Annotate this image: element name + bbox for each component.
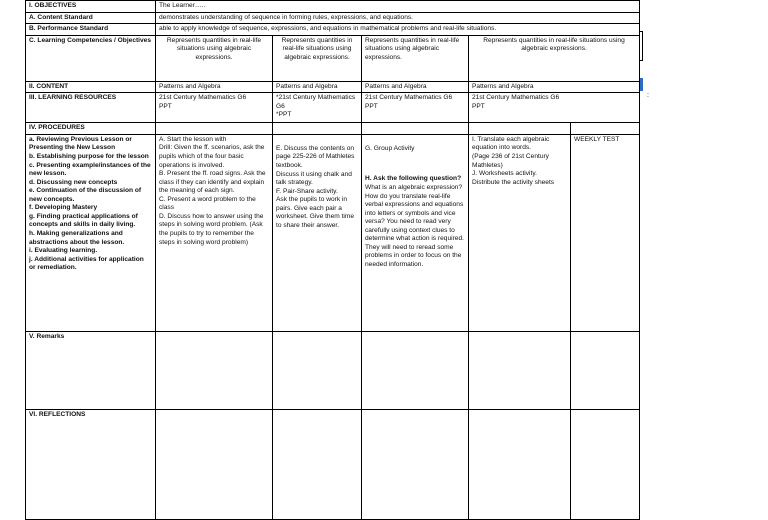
procedures-row xyxy=(26,134,640,331)
content-standard-row xyxy=(26,12,640,24)
competency-day4: Represents quantities in real-life situations using algebraic expressions. xyxy=(469,35,640,81)
remarks-heading: V. Remarks xyxy=(26,331,156,409)
stray-colon: : xyxy=(647,92,649,99)
remarks-row xyxy=(26,331,640,409)
procedure-day3 xyxy=(362,134,469,331)
content-standard-text: demonstrates understanding of sequence in forming rules, expressions, and equations. xyxy=(156,12,640,24)
objectives-row xyxy=(26,1,640,13)
content-day1: Patterns and Algebra xyxy=(156,81,273,93)
objectives-heading: I. OBJECTIVES xyxy=(26,1,156,13)
procedure-steps: a. Reviewing Previous Lesson or Presenting the New Lesson b. Establishing purpose for the lesson c. Presenting example/instances of the new lesson. d. Discussing new concepts e. Continuation of the discussion of new concepts. f. Developing Mastery g. Finding practical applications of concepts and skills in daily living. h. Making generalizations and abstractions about the lesson. i. Evaluating learning. j. Additional activities for application or remediation. xyxy=(26,134,156,331)
performance-standard-label: B. Performance Standard xyxy=(26,24,156,36)
procedures-heading-row xyxy=(26,123,640,135)
content-row xyxy=(26,81,640,93)
content-day4: Patterns and Algebra xyxy=(469,81,640,93)
resources-day3: 21st Century Mathematics G6 PPT xyxy=(362,93,469,123)
procedure-day4: I. Translate each algebraic equation into words. (Page 236 of 21st Century Mathletes) J. Worksheets activity. Distribute the activity sheets xyxy=(469,134,571,331)
question-text: What is an algebraic expression? How do you translate real-life verbal expressions and equations into letters or symbols and vice versa? You need to read very carefully using context clues to determine what action is required. They will need to reread some problems in order to focus on the needed information. xyxy=(365,183,464,268)
resources-day4: 21st Century Mathematics G6 PPT xyxy=(469,93,640,123)
competency-day1: Represents quantities in real-life situations using algebraic expressions. xyxy=(156,35,273,81)
group-activity-text: G. Group Activity xyxy=(365,144,415,152)
content-day3: Patterns and Algebra xyxy=(362,81,469,93)
competency-day2: Represents quantities in real-life situations using algebraic expressions. xyxy=(273,35,362,81)
reflections-heading: VI. REFLECTIONS xyxy=(26,409,156,519)
performance-standard-text: able to apply knowledge of sequence, expressions, and equations in mathematical problems and real-life situations. xyxy=(156,24,640,36)
content-day2: Patterns and Algebra xyxy=(273,81,362,93)
competencies-row xyxy=(26,35,640,81)
performance-standard-row xyxy=(26,24,640,36)
competencies-label: C. Learning Competencies / Objectives xyxy=(26,35,156,81)
content-standard-label: A. Content Standard xyxy=(26,12,156,24)
procedures-heading: IV. PROCEDURES xyxy=(26,123,156,135)
question-heading: H. Ask the following question? xyxy=(365,175,462,183)
resources-day1: 21st Century Mathematics G6 PPT xyxy=(156,93,273,123)
procedure-day2: E. Discuss the contents on page 225-226 of Mathletes textbook. Discuss it using chalk and talk strategy. F. Pair-Share activity. Ask the pupils to work in pairs. Give each pair a worksheet. Give them time to share their answer. xyxy=(273,134,362,331)
resources-heading: III. LEARNING RESOURCES xyxy=(26,93,156,123)
learner-text: The Learner….. xyxy=(156,1,640,13)
resources-day2: *21st Century Mathematics G6 *PPT xyxy=(273,93,362,123)
content-heading: II. CONTENT xyxy=(26,81,156,93)
competency-day3: Represents quantities in real-life situations using algebraic expressions. xyxy=(362,35,469,81)
resources-row xyxy=(26,93,640,123)
question-block xyxy=(365,175,465,269)
procedure-day1: A. Start the lesson with Drill: Given the ff. scenarios, ask the pupils which of the four basic operations is involved. B. Present the ff. road signs. Ask the class if they can identify and explain the meaning of each sign. C. Present a word problem to the class D. Discuss how to answer using the steps in solving word problem. (Ask the pupils to try to remember the steps in solving word problem) xyxy=(156,134,273,331)
procedure-day5: WEEKLY TEST xyxy=(571,134,640,331)
lesson-plan-table xyxy=(25,0,640,520)
